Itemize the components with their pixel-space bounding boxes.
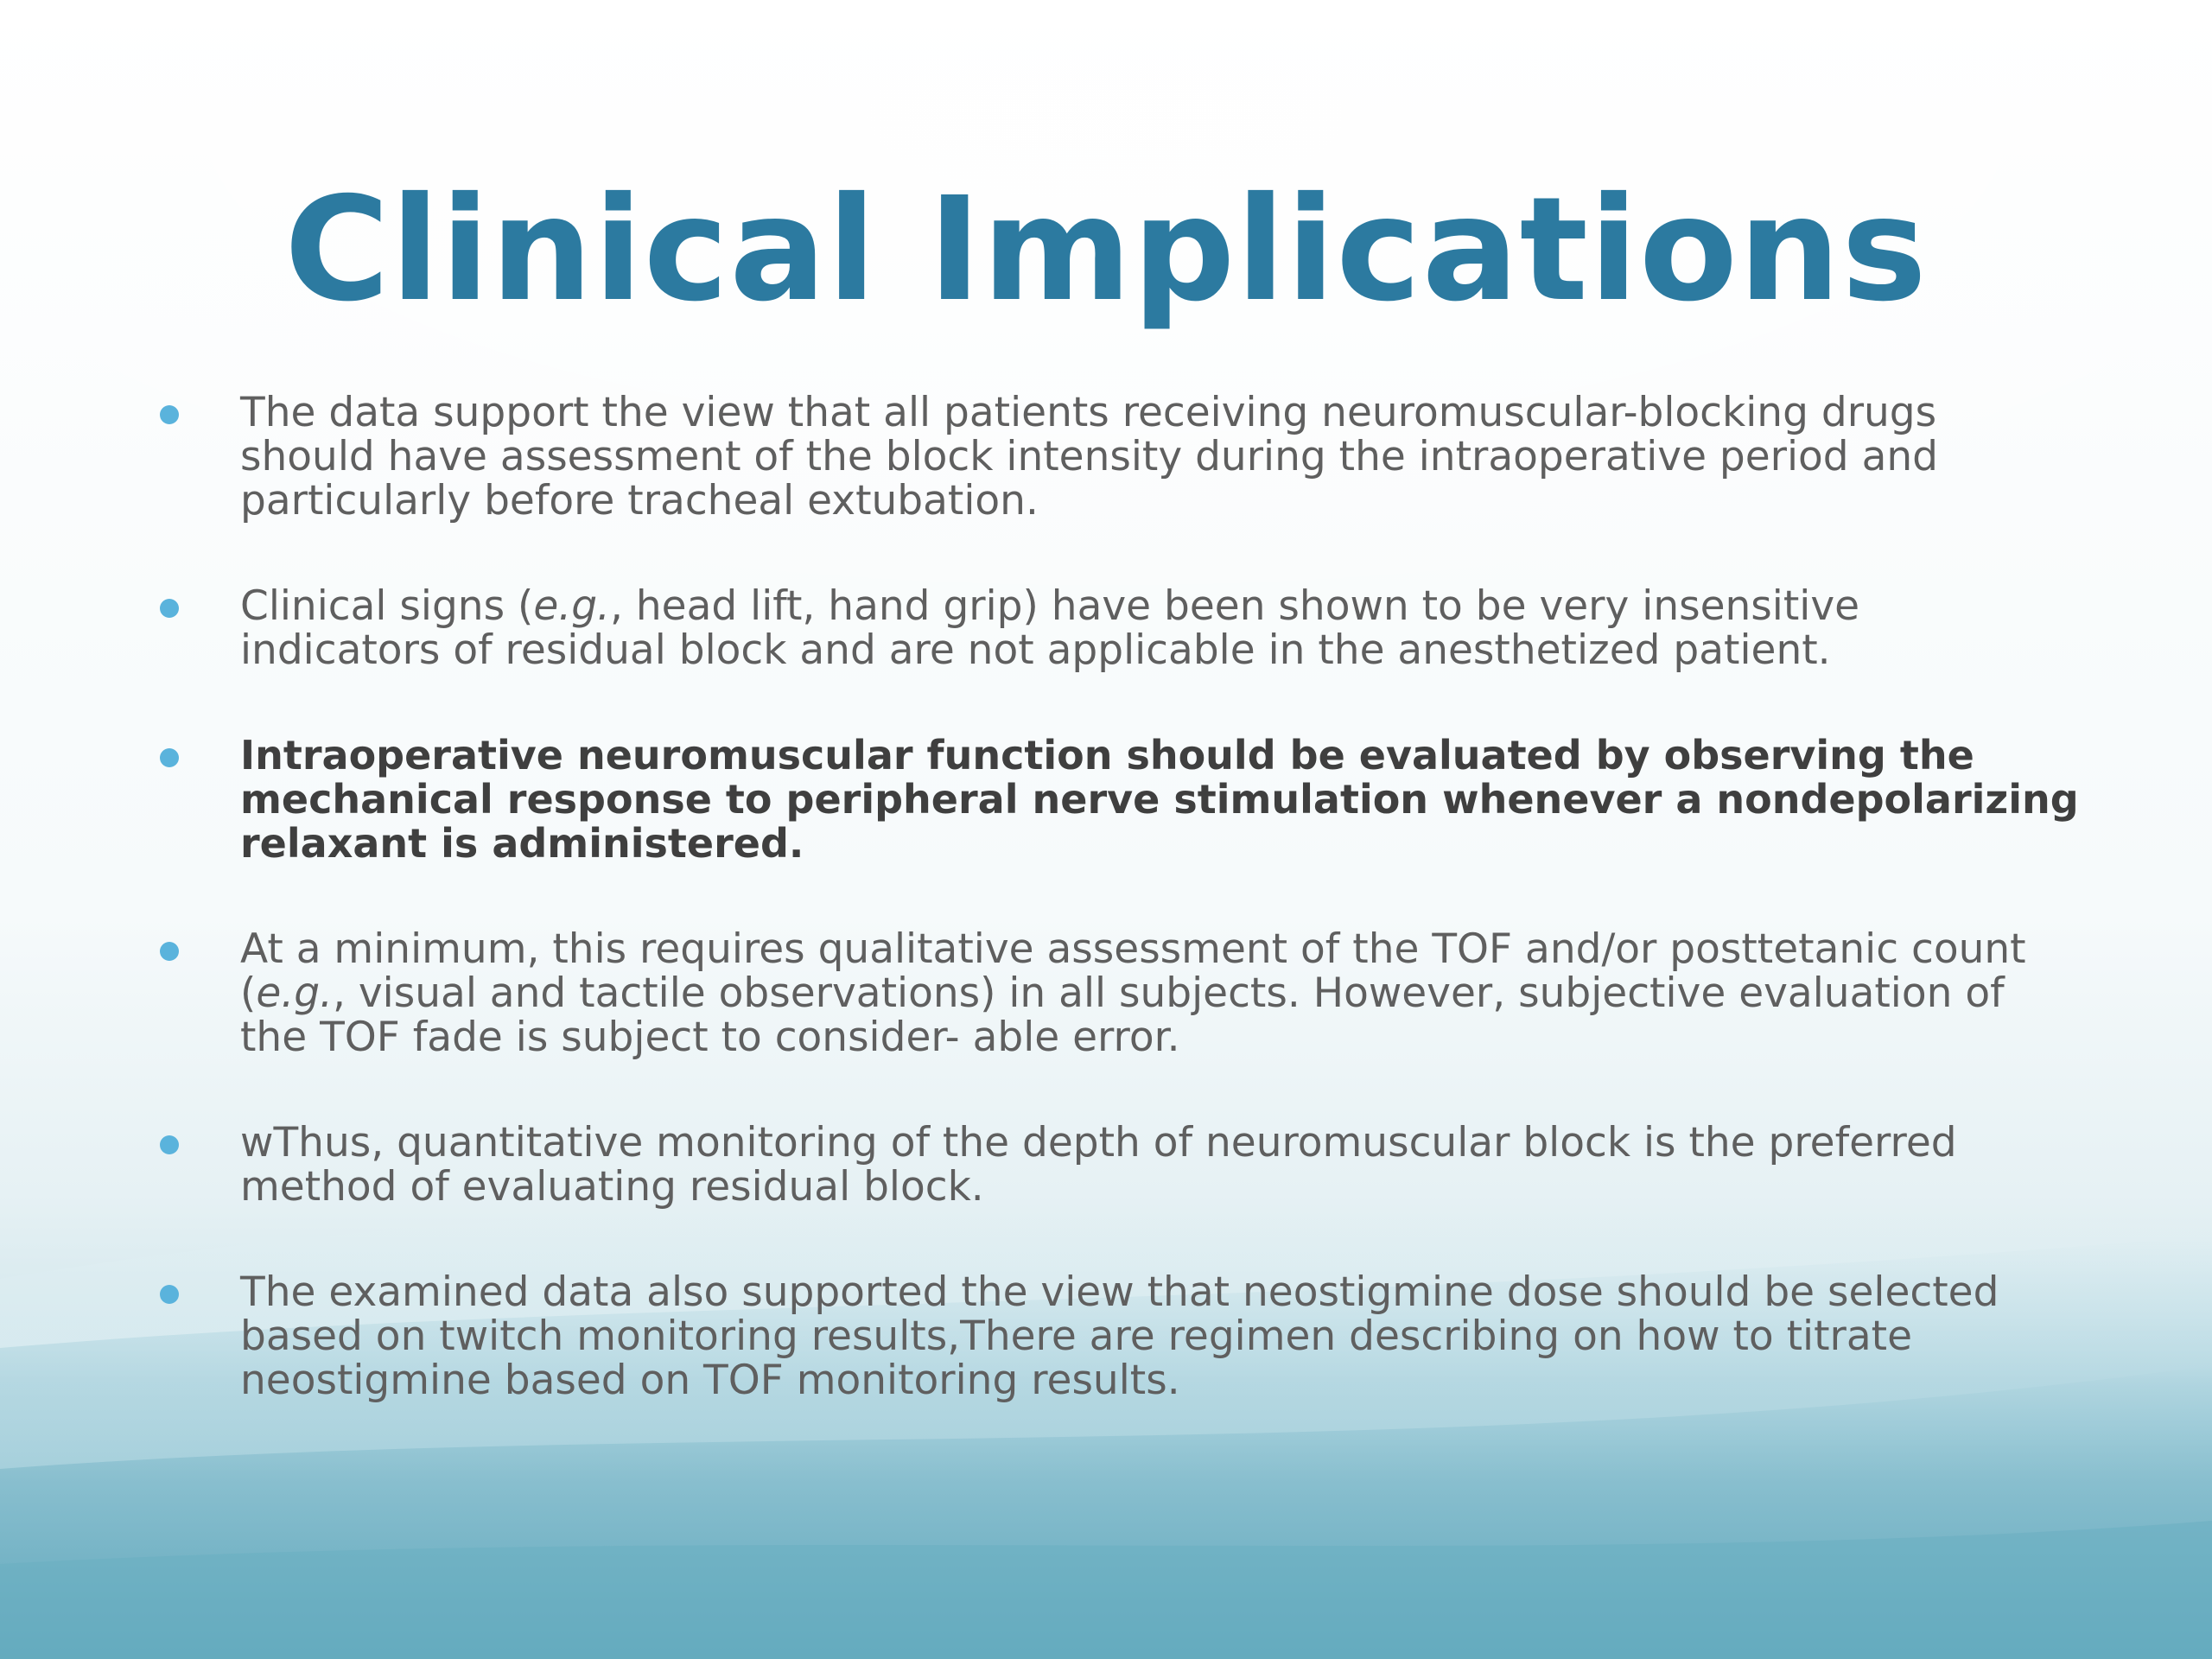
bullet-dot-icon (160, 405, 179, 424)
slide-title: Clinical Implications (284, 167, 1928, 334)
bullet-list (0, 391, 2212, 1464)
bullet-text: At a minimum, this requires qualitative assessment of the TOF and/or posttetanic count (e.g., visual and tactile observations) in all subjects. However, subjective evaluation of the TOF fade is subject to consider- able error. (240, 925, 2026, 1061)
bullet-dot-icon (160, 748, 179, 767)
bullet-text: Clinical signs (e.g., head lift, hand grip) have been shown to be very insensitive indicators of residual block and are not applicable in the anesthetized patient. (240, 582, 1860, 674)
bullet-dot-icon (160, 1135, 179, 1154)
bullet-text: The examined data also supported the view that neostigmine dose should be selected based on twitch monitoring results,There are regimen describing on how to titrate neostigmine based on TOF monitoring results. (240, 1268, 1999, 1404)
bullet-item (0, 1270, 2212, 1402)
bullet-item (0, 734, 2212, 866)
bullet-item (0, 584, 2212, 672)
bullet-dot-icon (160, 599, 179, 618)
bullet-item (0, 927, 2212, 1059)
bullet-text: The data support the view that all patients receiving neuromuscular-blocking drugs should have assessment of the block intensity during the intraoperative period and particularly before tracheal extubation. (240, 389, 1939, 524)
bullet-text: wThus, quantitative monitoring of the depth of neuromuscular block is the preferred method of evaluating residual block. (240, 1119, 1957, 1211)
bullet-text-emphasized: Intraoperative neuromuscular function should be evaluated by observing the mechanical response to peripheral nerve stimulation whenever a nondepolarizing relaxant is administered. (240, 732, 2079, 867)
bullet-dot-icon (160, 1285, 179, 1304)
bullet-dot-icon (160, 942, 179, 961)
bullet-item (0, 1121, 2212, 1209)
bullet-item (0, 391, 2212, 523)
